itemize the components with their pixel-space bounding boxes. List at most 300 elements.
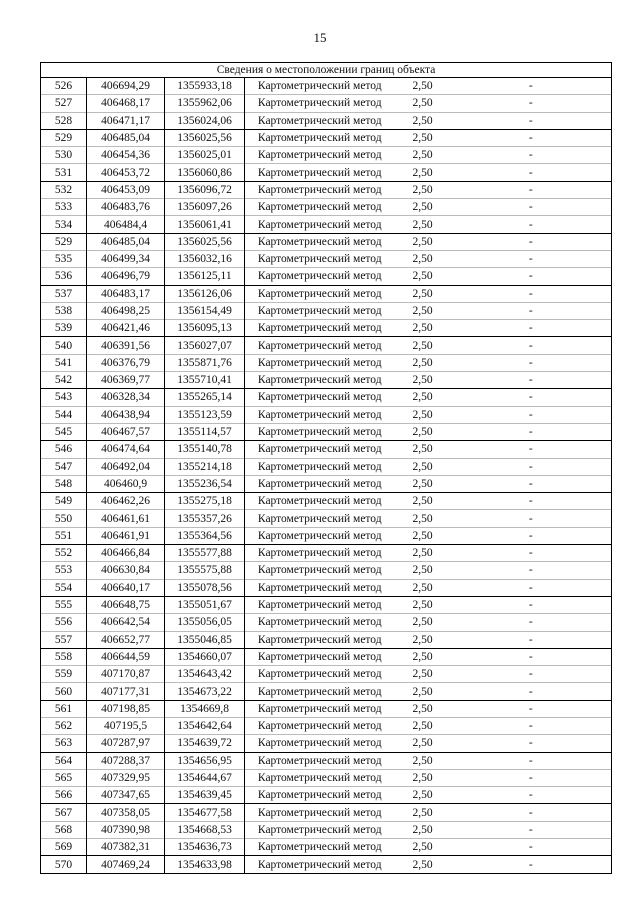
description-cell: -: [451, 95, 612, 112]
table-row: [41, 199, 612, 216]
point-number-cell: 551: [41, 527, 87, 544]
description-cell: -: [451, 475, 612, 492]
x-coordinate-cell: 407382,31: [87, 839, 165, 856]
description-cell: -: [451, 493, 612, 510]
x-coordinate-cell: 406483,76: [87, 199, 165, 216]
table-row: [41, 510, 612, 527]
y-coordinate-cell: 1356061,41: [165, 216, 245, 233]
description-cell: -: [451, 181, 612, 198]
description-cell: -: [451, 389, 612, 406]
point-number-cell: 547: [41, 458, 87, 475]
description-cell: -: [451, 562, 612, 579]
description-cell: -: [451, 787, 612, 804]
method-cell: Картометрический метод: [245, 147, 395, 164]
y-coordinate-cell: 1354633,98: [165, 856, 245, 873]
method-cell: Картометрический метод: [245, 475, 395, 492]
page-number: 15: [313, 30, 327, 45]
method-cell: Картометрический метод: [245, 510, 395, 527]
description-cell: -: [451, 700, 612, 717]
table-body: [41, 78, 612, 874]
description-cell: -: [451, 129, 612, 146]
table-row: [41, 769, 612, 786]
description-cell: -: [451, 250, 612, 267]
method-cell: Картометрический метод: [245, 856, 395, 873]
method-cell: Картометрический метод: [245, 233, 395, 250]
x-coordinate-cell: 406467,57: [87, 423, 165, 440]
method-cell: Картометрический метод: [245, 458, 395, 475]
table-row: [41, 147, 612, 164]
description-cell: -: [451, 233, 612, 250]
x-coordinate-cell: 406498,25: [87, 302, 165, 319]
accuracy-cell: 2,50: [395, 406, 451, 423]
x-coordinate-cell: 407347,65: [87, 787, 165, 804]
point-number-cell: 533: [41, 199, 87, 216]
accuracy-cell: 2,50: [395, 233, 451, 250]
description-cell: -: [451, 769, 612, 786]
method-cell: Картометрический метод: [245, 354, 395, 371]
x-coordinate-cell: 407170,87: [87, 666, 165, 683]
table-row: [41, 839, 612, 856]
method-cell: Картометрический метод: [245, 112, 395, 129]
method-cell: Картометрический метод: [245, 562, 395, 579]
point-number-cell: 527: [41, 95, 87, 112]
description-cell: -: [451, 804, 612, 821]
description-cell: -: [451, 510, 612, 527]
accuracy-cell: 2,50: [395, 579, 451, 596]
method-cell: Картометрический метод: [245, 527, 395, 544]
description-cell: -: [451, 285, 612, 302]
table-row: [41, 406, 612, 423]
method-cell: Картометрический метод: [245, 493, 395, 510]
method-cell: Картометрический метод: [245, 129, 395, 146]
accuracy-cell: 2,50: [395, 302, 451, 319]
y-coordinate-cell: 1354643,42: [165, 666, 245, 683]
x-coordinate-cell: 407358,05: [87, 804, 165, 821]
table-row: [41, 596, 612, 613]
y-coordinate-cell: 1356027,07: [165, 337, 245, 354]
description-cell: -: [451, 527, 612, 544]
y-coordinate-cell: 1355710,41: [165, 372, 245, 389]
description-cell: -: [451, 735, 612, 752]
y-coordinate-cell: 1354656,95: [165, 752, 245, 769]
accuracy-cell: 2,50: [395, 769, 451, 786]
point-number-cell: 552: [41, 545, 87, 562]
point-number-cell: 543: [41, 389, 87, 406]
table-row: [41, 493, 612, 510]
description-cell: -: [451, 458, 612, 475]
description-cell: -: [451, 216, 612, 233]
y-coordinate-cell: 1356096,72: [165, 181, 245, 198]
table-row: [41, 372, 612, 389]
accuracy-cell: 2,50: [395, 129, 451, 146]
x-coordinate-cell: 406496,79: [87, 268, 165, 285]
table-row: [41, 804, 612, 821]
x-coordinate-cell: 406391,56: [87, 337, 165, 354]
accuracy-cell: 2,50: [395, 423, 451, 440]
accuracy-cell: 2,50: [395, 596, 451, 613]
point-number-cell: 526: [41, 78, 87, 95]
table-row: [41, 337, 612, 354]
method-cell: Картометрический метод: [245, 95, 395, 112]
table-row: [41, 389, 612, 406]
point-number-cell: 535: [41, 250, 87, 267]
accuracy-cell: 2,50: [395, 320, 451, 337]
y-coordinate-cell: 1355214,18: [165, 458, 245, 475]
description-cell: -: [451, 423, 612, 440]
accuracy-cell: 2,50: [395, 614, 451, 631]
accuracy-cell: 2,50: [395, 856, 451, 873]
y-coordinate-cell: 1354644,67: [165, 769, 245, 786]
table-row: [41, 752, 612, 769]
method-cell: Картометрический метод: [245, 372, 395, 389]
y-coordinate-cell: 1356024,06: [165, 112, 245, 129]
y-coordinate-cell: 1354668,53: [165, 821, 245, 838]
accuracy-cell: 2,50: [395, 700, 451, 717]
point-number-cell: 549: [41, 493, 87, 510]
y-coordinate-cell: 1355575,88: [165, 562, 245, 579]
accuracy-cell: 2,50: [395, 510, 451, 527]
y-coordinate-cell: 1355078,56: [165, 579, 245, 596]
x-coordinate-cell: 406468,17: [87, 95, 165, 112]
method-cell: Картометрический метод: [245, 164, 395, 181]
accuracy-cell: 2,50: [395, 250, 451, 267]
accuracy-cell: 2,50: [395, 285, 451, 302]
description-cell: -: [451, 354, 612, 371]
accuracy-cell: 2,50: [395, 648, 451, 665]
x-coordinate-cell: 406454,36: [87, 147, 165, 164]
accuracy-cell: 2,50: [395, 337, 451, 354]
point-number-cell: 568: [41, 821, 87, 838]
y-coordinate-cell: 1356025,56: [165, 233, 245, 250]
x-coordinate-cell: 407177,31: [87, 683, 165, 700]
table-row: [41, 78, 612, 95]
method-cell: Картометрический метод: [245, 78, 395, 95]
y-coordinate-cell: 1355056,05: [165, 614, 245, 631]
accuracy-cell: 2,50: [395, 527, 451, 544]
method-cell: Картометрический метод: [245, 787, 395, 804]
description-cell: -: [451, 666, 612, 683]
y-coordinate-cell: 1354660,07: [165, 648, 245, 665]
accuracy-cell: 2,50: [395, 372, 451, 389]
accuracy-cell: 2,50: [395, 199, 451, 216]
point-number-cell: 548: [41, 475, 87, 492]
description-cell: -: [451, 614, 612, 631]
table-row: [41, 683, 612, 700]
method-cell: Картометрический метод: [245, 199, 395, 216]
method-cell: Картометрический метод: [245, 839, 395, 856]
point-number-cell: 539: [41, 320, 87, 337]
y-coordinate-cell: 1356032,16: [165, 250, 245, 267]
y-coordinate-cell: 1355265,14: [165, 389, 245, 406]
point-number-cell: 531: [41, 164, 87, 181]
point-number-cell: 536: [41, 268, 87, 285]
y-coordinate-cell: 1355577,88: [165, 545, 245, 562]
table-row: [41, 302, 612, 319]
y-coordinate-cell: 1356097,26: [165, 199, 245, 216]
table-row: [41, 112, 612, 129]
y-coordinate-cell: 1354673,22: [165, 683, 245, 700]
point-number-cell: 570: [41, 856, 87, 873]
x-coordinate-cell: 406474,64: [87, 441, 165, 458]
table-row: [41, 648, 612, 665]
table-row: [41, 250, 612, 267]
method-cell: Картометрический метод: [245, 406, 395, 423]
point-number-cell: 565: [41, 769, 87, 786]
method-cell: Картометрический метод: [245, 717, 395, 734]
point-number-cell: 528: [41, 112, 87, 129]
accuracy-cell: 2,50: [395, 458, 451, 475]
point-number-cell: 545: [41, 423, 87, 440]
accuracy-cell: 2,50: [395, 441, 451, 458]
y-coordinate-cell: 1354669,8: [165, 700, 245, 717]
method-cell: Картометрический метод: [245, 320, 395, 337]
method-cell: Картометрический метод: [245, 302, 395, 319]
y-coordinate-cell: 1354639,45: [165, 787, 245, 804]
y-coordinate-cell: 1355123,59: [165, 406, 245, 423]
accuracy-cell: 2,50: [395, 475, 451, 492]
point-number-cell: 544: [41, 406, 87, 423]
y-coordinate-cell: 1356060,86: [165, 164, 245, 181]
accuracy-cell: 2,50: [395, 181, 451, 198]
x-coordinate-cell: 406471,17: [87, 112, 165, 129]
accuracy-cell: 2,50: [395, 164, 451, 181]
description-cell: -: [451, 839, 612, 856]
method-cell: Картометрический метод: [245, 389, 395, 406]
point-number-cell: 555: [41, 596, 87, 613]
accuracy-cell: 2,50: [395, 112, 451, 129]
description-cell: -: [451, 372, 612, 389]
description-cell: -: [451, 164, 612, 181]
y-coordinate-cell: 1354636,73: [165, 839, 245, 856]
y-coordinate-cell: 1356154,49: [165, 302, 245, 319]
y-coordinate-cell: 1354642,64: [165, 717, 245, 734]
description-cell: -: [451, 648, 612, 665]
x-coordinate-cell: 406483,17: [87, 285, 165, 302]
x-coordinate-cell: 406369,77: [87, 372, 165, 389]
accuracy-cell: 2,50: [395, 95, 451, 112]
method-cell: Картометрический метод: [245, 735, 395, 752]
point-number-cell: 542: [41, 372, 87, 389]
table-row: [41, 458, 612, 475]
point-number-cell: 530: [41, 147, 87, 164]
table-row: [41, 527, 612, 544]
method-cell: Картометрический метод: [245, 614, 395, 631]
x-coordinate-cell: 406485,04: [87, 129, 165, 146]
table-row: [41, 717, 612, 734]
y-coordinate-cell: 1355275,18: [165, 493, 245, 510]
x-coordinate-cell: 406376,79: [87, 354, 165, 371]
method-cell: Картометрический метод: [245, 683, 395, 700]
point-number-cell: 567: [41, 804, 87, 821]
description-cell: -: [451, 268, 612, 285]
x-coordinate-cell: 406648,75: [87, 596, 165, 613]
x-coordinate-cell: 406421,46: [87, 320, 165, 337]
accuracy-cell: 2,50: [395, 354, 451, 371]
x-coordinate-cell: 407198,85: [87, 700, 165, 717]
x-coordinate-cell: 406466,84: [87, 545, 165, 562]
accuracy-cell: 2,50: [395, 804, 451, 821]
method-cell: Картометрический метод: [245, 545, 395, 562]
table-row: [41, 700, 612, 717]
description-cell: -: [451, 406, 612, 423]
description-cell: -: [451, 441, 612, 458]
method-cell: Картометрический метод: [245, 441, 395, 458]
method-cell: Картометрический метод: [245, 181, 395, 198]
point-number-cell: 566: [41, 787, 87, 804]
description-cell: -: [451, 752, 612, 769]
accuracy-cell: 2,50: [395, 839, 451, 856]
y-coordinate-cell: 1355871,76: [165, 354, 245, 371]
y-coordinate-cell: 1355364,56: [165, 527, 245, 544]
method-cell: Картометрический метод: [245, 804, 395, 821]
x-coordinate-cell: 406328,34: [87, 389, 165, 406]
point-number-cell: 529: [41, 129, 87, 146]
table-row: [41, 181, 612, 198]
description-cell: -: [451, 302, 612, 319]
point-number-cell: 538: [41, 302, 87, 319]
y-coordinate-cell: 1355114,57: [165, 423, 245, 440]
point-number-cell: 559: [41, 666, 87, 683]
point-number-cell: 550: [41, 510, 87, 527]
table-row: [41, 545, 612, 562]
y-coordinate-cell: 1355046,85: [165, 631, 245, 648]
description-cell: -: [451, 683, 612, 700]
y-coordinate-cell: 1355236,54: [165, 475, 245, 492]
method-cell: Картометрический метод: [245, 579, 395, 596]
method-cell: Картометрический метод: [245, 250, 395, 267]
boundary-coordinates-table: [40, 62, 612, 874]
y-coordinate-cell: 1355933,18: [165, 78, 245, 95]
x-coordinate-cell: 406492,04: [87, 458, 165, 475]
accuracy-cell: 2,50: [395, 216, 451, 233]
x-coordinate-cell: 406461,61: [87, 510, 165, 527]
method-cell: Картометрический метод: [245, 769, 395, 786]
method-cell: Картометрический метод: [245, 666, 395, 683]
description-cell: -: [451, 631, 612, 648]
x-coordinate-cell: 407329,95: [87, 769, 165, 786]
method-cell: Картометрический метод: [245, 648, 395, 665]
y-coordinate-cell: 1356126,06: [165, 285, 245, 302]
description-cell: -: [451, 78, 612, 95]
y-coordinate-cell: 1356095,13: [165, 320, 245, 337]
table-row: [41, 475, 612, 492]
x-coordinate-cell: 407195,5: [87, 717, 165, 734]
x-coordinate-cell: 406630,84: [87, 562, 165, 579]
y-coordinate-cell: 1355962,06: [165, 95, 245, 112]
method-cell: Картометрический метод: [245, 216, 395, 233]
x-coordinate-cell: 406642,54: [87, 614, 165, 631]
table-row: [41, 320, 612, 337]
y-coordinate-cell: 1356025,56: [165, 129, 245, 146]
x-coordinate-cell: 406453,09: [87, 181, 165, 198]
point-number-cell: 556: [41, 614, 87, 631]
table-row: [41, 354, 612, 371]
table-row: [41, 821, 612, 838]
table-row: [41, 666, 612, 683]
table-row: [41, 562, 612, 579]
table-row: [41, 856, 612, 873]
accuracy-cell: 2,50: [395, 735, 451, 752]
accuracy-cell: 2,50: [395, 78, 451, 95]
accuracy-cell: 2,50: [395, 821, 451, 838]
table-row: [41, 579, 612, 596]
method-cell: Картометрический метод: [245, 752, 395, 769]
accuracy-cell: 2,50: [395, 752, 451, 769]
accuracy-cell: 2,50: [395, 545, 451, 562]
x-coordinate-cell: 407390,98: [87, 821, 165, 838]
x-coordinate-cell: 406652,77: [87, 631, 165, 648]
method-cell: Картометрический метод: [245, 268, 395, 285]
y-coordinate-cell: 1354677,58: [165, 804, 245, 821]
x-coordinate-cell: 406694,29: [87, 78, 165, 95]
method-cell: Картометрический метод: [245, 423, 395, 440]
y-coordinate-cell: 1355140,78: [165, 441, 245, 458]
point-number-cell: 569: [41, 839, 87, 856]
point-number-cell: 557: [41, 631, 87, 648]
table-row: [41, 233, 612, 250]
description-cell: -: [451, 199, 612, 216]
description-cell: -: [451, 821, 612, 838]
accuracy-cell: 2,50: [395, 268, 451, 285]
description-cell: -: [451, 147, 612, 164]
table-row: [41, 441, 612, 458]
x-coordinate-cell: 406460,9: [87, 475, 165, 492]
x-coordinate-cell: 407288,37: [87, 752, 165, 769]
point-number-cell: 561: [41, 700, 87, 717]
point-number-cell: 553: [41, 562, 87, 579]
accuracy-cell: 2,50: [395, 631, 451, 648]
point-number-cell: 562: [41, 717, 87, 734]
x-coordinate-cell: 406462,26: [87, 493, 165, 510]
x-coordinate-cell: 406485,04: [87, 233, 165, 250]
description-cell: -: [451, 337, 612, 354]
accuracy-cell: 2,50: [395, 389, 451, 406]
point-number-cell: 541: [41, 354, 87, 371]
accuracy-cell: 2,50: [395, 493, 451, 510]
point-number-cell: 554: [41, 579, 87, 596]
point-number-cell: 546: [41, 441, 87, 458]
accuracy-cell: 2,50: [395, 666, 451, 683]
table-row: [41, 614, 612, 631]
x-coordinate-cell: 406461,91: [87, 527, 165, 544]
accuracy-cell: 2,50: [395, 787, 451, 804]
x-coordinate-cell: 406484,4: [87, 216, 165, 233]
table-row: [41, 735, 612, 752]
accuracy-cell: 2,50: [395, 562, 451, 579]
accuracy-cell: 2,50: [395, 683, 451, 700]
point-number-cell: 560: [41, 683, 87, 700]
x-coordinate-cell: 407287,97: [87, 735, 165, 752]
x-coordinate-cell: 407469,24: [87, 856, 165, 873]
table-row: [41, 95, 612, 112]
accuracy-cell: 2,50: [395, 717, 451, 734]
table-row: [41, 129, 612, 146]
x-coordinate-cell: 406438,94: [87, 406, 165, 423]
table-row: [41, 285, 612, 302]
x-coordinate-cell: 406640,17: [87, 579, 165, 596]
table-row: [41, 164, 612, 181]
y-coordinate-cell: 1354639,72: [165, 735, 245, 752]
method-cell: Картометрический метод: [245, 285, 395, 302]
table-row: [41, 787, 612, 804]
y-coordinate-cell: 1355051,67: [165, 596, 245, 613]
y-coordinate-cell: 1356025,01: [165, 147, 245, 164]
point-number-cell: 532: [41, 181, 87, 198]
method-cell: Картометрический метод: [245, 821, 395, 838]
description-cell: -: [451, 579, 612, 596]
description-cell: -: [451, 596, 612, 613]
description-cell: -: [451, 545, 612, 562]
